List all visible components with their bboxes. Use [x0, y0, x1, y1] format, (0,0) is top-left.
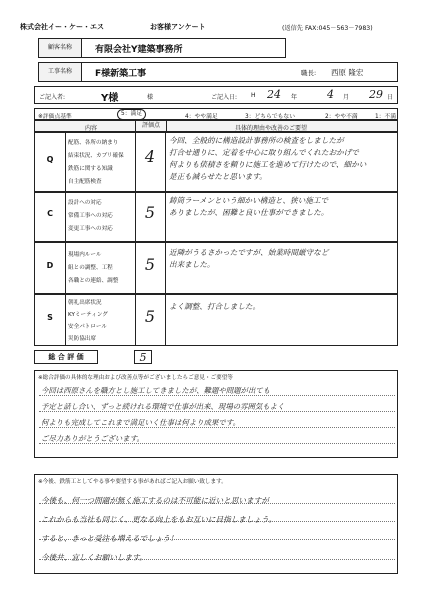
entry-year-unit: 年	[291, 94, 298, 101]
category-item: 現場内ルール	[68, 252, 102, 258]
project-label: 工事名称	[39, 63, 82, 81]
company-name: 株式会社イー・ケー・エス	[20, 23, 104, 31]
entry-day-unit: 日	[387, 94, 394, 101]
entry-name-label: ご記入者:	[39, 94, 66, 101]
category-score: 4	[144, 147, 156, 166]
category-item: 鉄筋に関する知識	[68, 166, 113, 172]
entry-date-label: ご記入日:	[211, 94, 238, 101]
overall-score: 5	[134, 350, 152, 364]
category-score: 5	[144, 203, 156, 222]
category-row-s	[34, 294, 398, 346]
category-letter: D	[46, 261, 54, 270]
requests-section	[34, 474, 398, 574]
category-item: 自主配筋検査	[68, 179, 102, 185]
category-item: 安全パトロール	[68, 324, 107, 330]
category-letter: Q	[46, 155, 54, 164]
category-item: 結束状況、カブリ確保	[68, 153, 124, 159]
entry-day: 29	[369, 88, 383, 101]
category-item: 組との調整、工程	[68, 265, 113, 271]
comments-text: 今回は西原さんを職方とし施工してきましたが、難題や問題が出ても 予定と話し合い、ずっと続けれる環境で仕事が出来、現場の雰囲気もよく 何よりも完成してこれまで満足いく仕事は何より成果です。 ご尽力ありがとうございます。	[41, 386, 285, 443]
entry-month: 4	[327, 88, 334, 101]
rating-scale-1: 1：不満	[375, 114, 397, 120]
category-item: 常備工事への対応	[68, 213, 113, 219]
category-item: 災防協出席	[68, 336, 96, 342]
category-letter: C	[47, 209, 53, 218]
rating-scale-3: 3：どちらでもない	[245, 114, 296, 120]
rating-scale-2: 2：やや不満	[325, 114, 358, 120]
category-letter: S	[47, 313, 53, 322]
header-reason: 具体的理由や改善のご要望	[235, 125, 308, 132]
category-reason: よく調整、打合しました。	[169, 302, 261, 311]
entry-era: H	[251, 92, 256, 99]
category-row-c	[34, 192, 398, 242]
category-item: 配筋、各所の納まり	[68, 140, 119, 146]
rating-scale-5: 5：満足	[117, 109, 146, 120]
client-row	[38, 38, 286, 58]
document-title: お客様アンケート	[150, 23, 206, 31]
entry-sama: 様	[147, 94, 154, 101]
client-name: 有限会社Y建築事務所	[95, 45, 183, 55]
entry-row	[34, 86, 398, 104]
project-name: F様新築工事	[95, 69, 147, 79]
manager-name: 西原 隆宏	[331, 68, 364, 77]
entry-month-unit: 月	[343, 94, 350, 101]
client-label: 顧客名称	[39, 39, 82, 57]
overall-label: 総 合 評 価	[34, 350, 98, 364]
category-row-d	[34, 242, 398, 294]
rating-scale-4: 4：やや満足	[185, 114, 218, 120]
category-score: 5	[144, 255, 156, 274]
rating-scale-prefix: ※評価点基準	[38, 114, 72, 120]
header-score: 評価点	[135, 121, 167, 131]
category-reason: 鋳筒ラーメンという細かい構造と、狭い施工で ありましたが、困難と良い仕事ができました。	[169, 196, 329, 217]
header-content: 内容	[85, 125, 98, 132]
category-item: 各職との連絡、調整	[68, 278, 119, 284]
comments-title: ※総合評価の具体的な理由および改善点等がございましたらご意見・ご要望等	[38, 375, 233, 381]
category-reason: 近隣がうるさかったですが、始業時間厳守など 出来ました。	[169, 248, 329, 269]
requests-text: 今後も、何一つ問題が無く施工するのは不可能に近いと思いますが これからも当社も同じく、更なる向上をもお互いに目指しましょう。 すると、きっと受注も増えるでしょう！ 今後共、宜しくお願いします。	[41, 496, 277, 562]
category-item: 朝礼出席状況	[68, 300, 102, 306]
requests-title: ※今後、鉄筋工としてやる事や要望する事があればご記入お願い致します。	[38, 479, 227, 485]
category-reason: 今回、全般的に構造設計事務所の検査をしましたが 打合せ通りに、定着を中心に取り組んでくれたおかげで 何よりも俵積さを頼りに施工を進めて行けたので、細かい 是正も減らせたと思います。	[169, 136, 367, 181]
entry-name: Y様	[101, 93, 119, 104]
manager-label: 職長:	[301, 69, 317, 77]
rating-scale	[34, 108, 398, 120]
fax-number: (返信先 FAX:045－563－7983)	[282, 25, 373, 32]
category-item: KYミーティング	[68, 312, 108, 318]
project-row	[38, 62, 398, 82]
table-header	[34, 120, 398, 132]
category-row-q	[34, 132, 398, 192]
category-item: 変更工事への対応	[68, 226, 113, 232]
entry-year: 24	[267, 88, 281, 101]
category-score: 5	[144, 307, 156, 326]
category-item: 設計への対応	[68, 200, 102, 206]
comments-section	[34, 370, 398, 458]
